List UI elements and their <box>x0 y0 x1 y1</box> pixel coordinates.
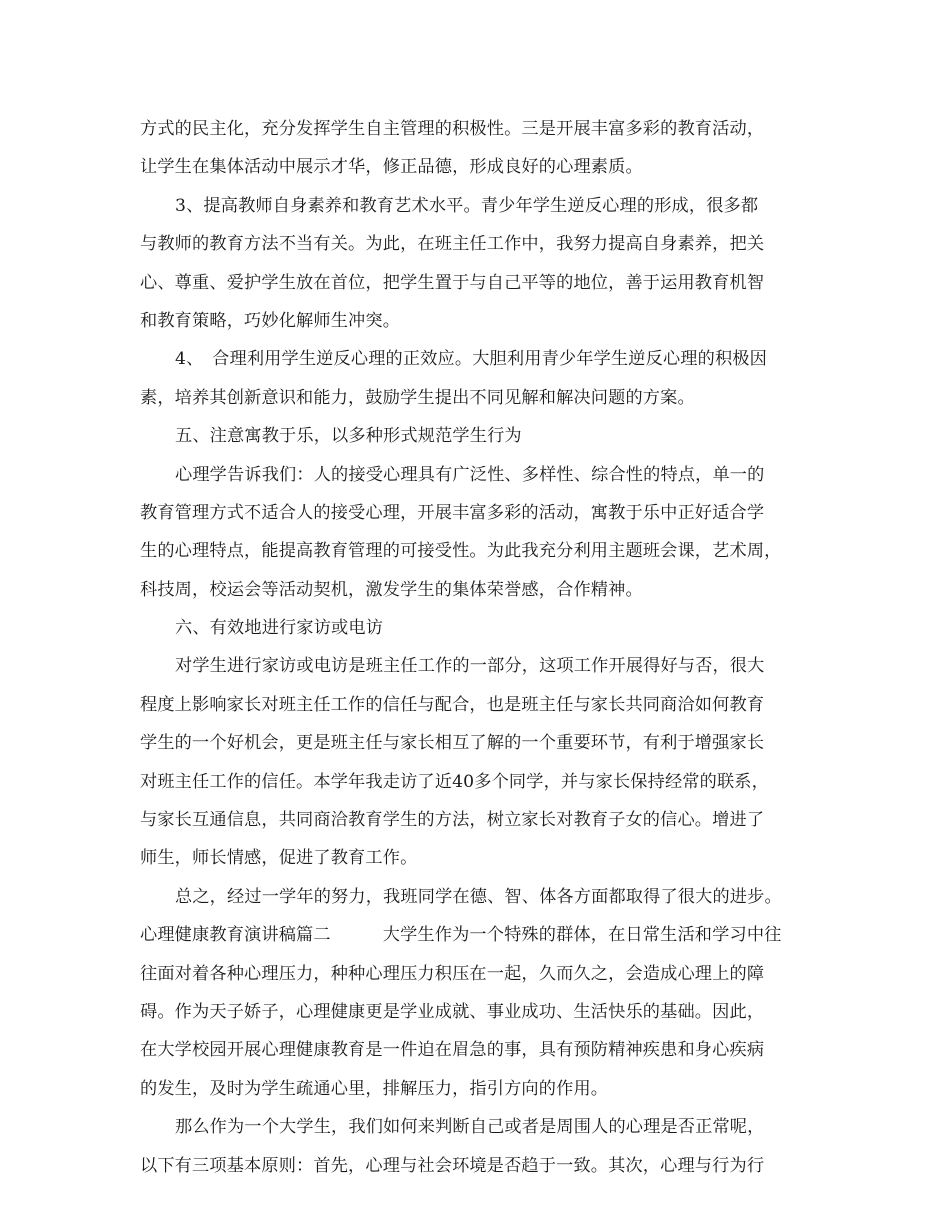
text-line: 对班主任工作的信任。本学年我走访了近40多个同学，并与家长保持经常的联系， <box>140 771 769 792</box>
text-line: 生的心理特点，能提高教育管理的可接受性。为此我充分利用主题班会课，艺术周， <box>140 541 782 562</box>
text-line: 心理健康教育演讲稿篇二 大学生作为一个特殊的群体，在日常生活和学习中往 <box>140 925 782 946</box>
text-line: 程度上影响家长对班主任工作的信任与配合，也是班主任与家长共同商洽如何教育 <box>140 694 765 715</box>
text-line: 以下有三项基本原则：首先，心理与社会环境是否趋于一致。其次，心理与行为行 <box>140 1155 765 1176</box>
text-line: 科技周，校运会等活动契机，激发学生的集体荣誉感，合作精神。 <box>140 579 643 600</box>
text-line: 对学生进行家访或电访是班主任工作的一部分，这项工作开展得好与否，很大 <box>175 656 765 677</box>
text-line: 往面对着各种心理压力，种种心理压力积压在一起，久而久之，会造成心理上的障 <box>140 963 765 984</box>
text-line: 学生的一个好机会，更是班主任与家长相互了解的一个重要环节，有利于增强家长 <box>140 733 765 754</box>
document-body <box>140 110 830 1185</box>
text-line: 与教师的教育方法不当有关。为此，在班主任工作中，我努力提高自身素养，把关 <box>140 234 765 255</box>
text-line: 那么作为一个大学生，我们如何来判断自己或者是周围人的心理是否正常呢， <box>175 1117 765 1138</box>
text-line: 的发生，及时为学生疏通心里，排解压力，指引方向的作用。 <box>140 1078 609 1099</box>
text-line: 碍。作为天子娇子，心理健康更是学业成就、事业成功、生活快乐的基础。因此， <box>140 1001 765 1022</box>
text-line: 和教育策略，巧妙化解师生冲突。 <box>140 310 401 331</box>
text-line: 心理学告诉我们：人的接受心理具有广泛性、多样性、综合性的特点，单一的 <box>175 464 765 485</box>
text-line: 让学生在集体活动中展示才华，修正品德，形成良好的心理素质。 <box>140 157 643 178</box>
text-line: 4、 合理利用学生逆反心理的正效应。大胆利用青少年学生逆反心理的积极因 <box>175 349 767 370</box>
text-line: 五、注意寓教于乐，以多种形式规范学生行为 <box>175 426 522 447</box>
text-line: 总之，经过一学年的努力，我班同学在德、智、体各方面都取得了很大的进步。 <box>175 886 782 907</box>
text-line: 教育管理方式不适合人的接受心理，开展丰富多彩的活动，寓教于乐中正好适合学 <box>140 502 765 523</box>
text-line: 六、有效地进行家访或电访 <box>175 618 384 639</box>
text-line: 素，培养其创新意识和能力，鼓励学生提出不同见解和解决问题的方案。 <box>140 387 695 408</box>
text-line: 与家长互通信息，共同商洽教育学生的方法，树立家长对教育子女的信心。增进了 <box>140 810 765 831</box>
text-line: 心、尊重、爱护学生放在首位，把学生置于与自己平等的地位，善于运用教育机智 <box>140 272 765 293</box>
text-line: 3、提高教师自身素养和教育艺术水平。青少年学生逆反心理的形成，很多都 <box>175 195 759 216</box>
text-line: 师生，师长情感，促进了教育工作。 <box>140 848 418 869</box>
text-line: 在大学校园开展心理健康教育是一件迫在眉急的事，具有预防精神疾患和身心疾病 <box>140 1040 765 1061</box>
text-line: 方式的民主化，充分发挥学生自主管理的积极性。三是开展丰富多彩的教育活动， <box>140 119 765 139</box>
